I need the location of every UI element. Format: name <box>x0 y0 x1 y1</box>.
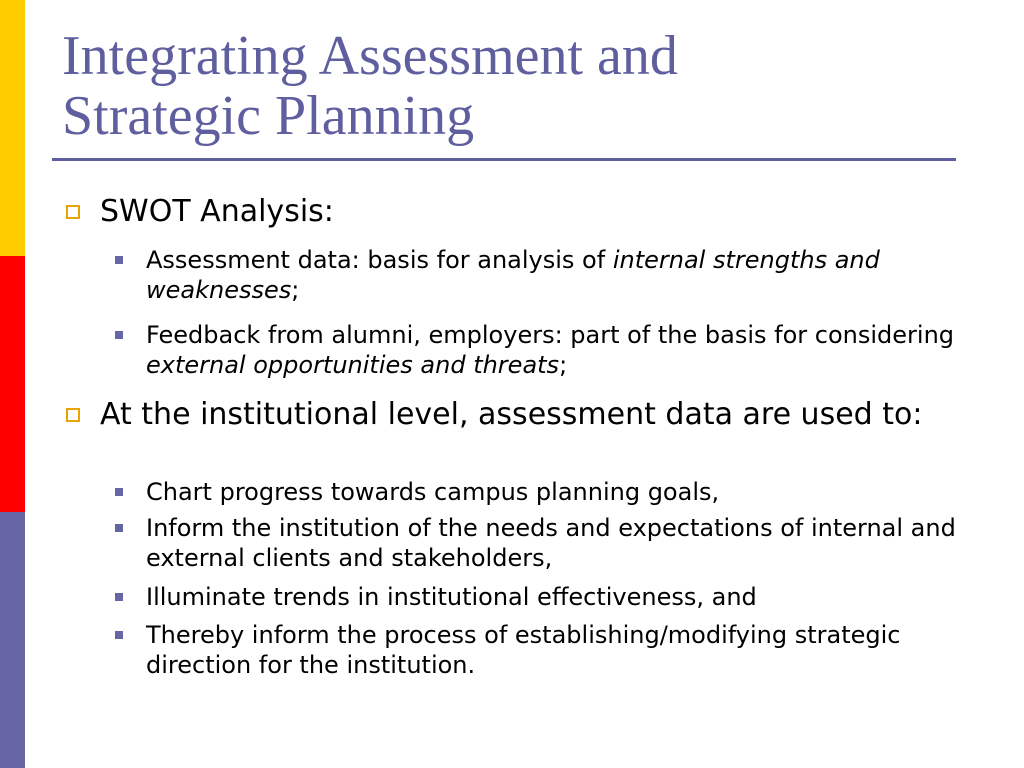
sub-bullet-strategic-direction <box>146 620 976 680</box>
accent-bar-red <box>0 256 25 512</box>
title-line-1: Integrating Assessment and <box>62 25 678 87</box>
square-bullet-icon <box>115 524 123 532</box>
sub-bullet-text: Thereby inform the process of establishing/modifying strategic direction for the institution. <box>146 621 901 679</box>
accent-bar-purple <box>0 512 25 768</box>
sub-bullet-text: Chart progress towards campus planning goals, <box>146 478 720 506</box>
sub-bullet-text: Feedback from alumni, employers: part of the basis for considering <box>146 321 955 349</box>
sub-bullet-text: Assessment data: basis for analysis of <box>146 246 613 274</box>
sub-bullet-text: Illuminate trends in institutional effectiveness, and <box>146 583 757 611</box>
square-bullet-icon <box>115 631 123 639</box>
hollow-square-bullet-icon <box>66 205 80 219</box>
bullet-swot <box>100 194 960 230</box>
sub-bullet-emphasis: internal strengths and weaknesses <box>146 246 880 304</box>
square-bullet-icon <box>115 593 123 601</box>
square-bullet-icon <box>115 331 123 339</box>
slide-title <box>62 26 962 146</box>
sub-bullet-assessment-data <box>146 245 976 305</box>
bullet-institutional-label: At the institutional level, assessment data are used to: <box>100 397 923 432</box>
sub-bullet-emphasis: external opportunities and threats <box>146 351 560 379</box>
sub-bullet-illuminate-trends <box>146 582 976 612</box>
sub-bullet-inform-needs <box>146 513 976 573</box>
title-underline <box>52 158 956 161</box>
sub-bullet-chart-progress <box>146 477 976 507</box>
sub-bullet-end: ; <box>291 276 300 304</box>
sub-bullet-feedback <box>146 320 976 380</box>
accent-bar-yellow <box>0 0 25 256</box>
bullet-institutional <box>100 397 960 433</box>
title-line-2: Strategic Planning <box>62 85 475 147</box>
hollow-square-bullet-icon <box>66 408 80 422</box>
sub-bullet-end: ; <box>559 351 568 379</box>
bullet-swot-label: SWOT Analysis: <box>100 194 334 229</box>
sub-bullet-text: Inform the institution of the needs and expectations of internal and external clients and stakeholders, <box>146 514 956 572</box>
square-bullet-icon <box>115 488 123 496</box>
square-bullet-icon <box>115 256 123 264</box>
